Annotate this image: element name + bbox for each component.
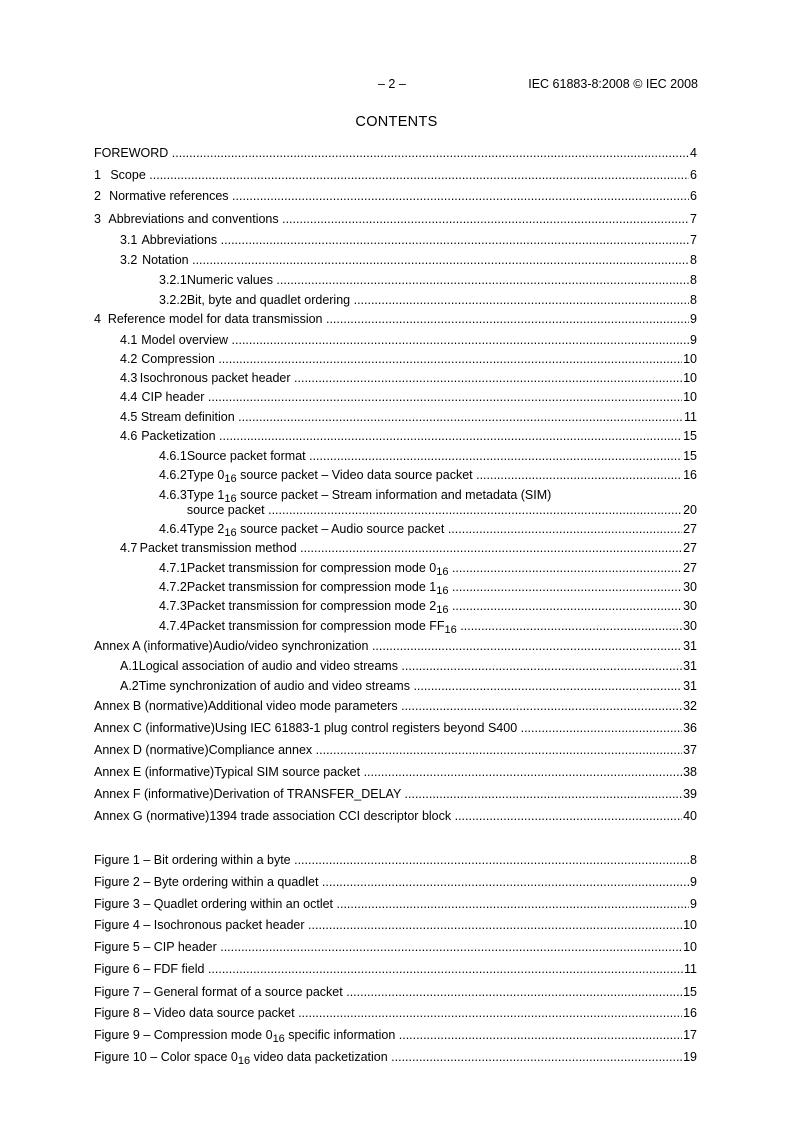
toc-entry-4-7-2[interactable]: 4.7.2 Packet transmission for compression mode $1_{16}$ ..... 30 xyxy=(159,580,697,595)
toc-entry-4-4[interactable]: 4.4 CIP header ..... 10 xyxy=(120,390,697,405)
toc-entry-4-3[interactable]: 4.3 Isochronous packet header ..... 10 xyxy=(120,371,697,386)
toc-entry-4-7-4[interactable]: 4.7.4 Packet transmission for compression mode $FF_{16}$ ..... 30 xyxy=(159,619,697,634)
figure-entry-3[interactable]: Figure 3 – Quadlet ordering within an octlet ..... 9 xyxy=(94,897,697,912)
toc-entry-3-2[interactable]: 3.2 Notation ..... 8 xyxy=(120,253,697,268)
figure-entry-8[interactable]: Figure 8 – Video data source packet ..... 16 xyxy=(94,1006,697,1021)
toc-entry-4-7[interactable]: 4.7 Packet transmission method ..... 27 xyxy=(120,541,697,556)
toc-entry-3-1[interactable]: 3.1 Abbreviations ..... 7 xyxy=(120,233,697,248)
toc-entry-4-1[interactable]: 4.1 Model overview ..... 9 xyxy=(120,333,697,348)
toc-entry-4-6-3[interactable]: 4.6.3 Type $1_{16}$ source packet – Stream information and metadata (SIM) source packet ..... 20 xyxy=(159,488,697,518)
toc-entry-2[interactable]: 2 Normative references ..... 6 xyxy=(94,189,697,204)
toc-entry-4-2[interactable]: 4.2 Compression ..... 10 xyxy=(120,352,697,367)
contents-title: CONTENTS xyxy=(355,114,438,130)
toc-entry-3-2-1[interactable]: 3.2.1 Numeric values ..... 8 xyxy=(159,273,697,288)
toc-entry-a-1[interactable]: A.1 Logical association of audio and video streams ..... 31 xyxy=(120,659,697,674)
toc-entry-4-7-3[interactable]: 4.7.3 Packet transmission for compression mode $2_{16}$ ..... 30 xyxy=(159,599,697,614)
figure-entry-10[interactable]: Figure 10 – Color space $0_{16}$ video data packetization ..... 19 xyxy=(94,1050,697,1065)
toc-entry-4-5[interactable]: 4.5 Stream definition ..... 11 xyxy=(120,410,697,425)
toc-entry-1[interactable]: 1 Scope ..... 6 xyxy=(94,168,697,183)
toc-entry-annex-f[interactable]: Annex F (informative) Derivation of TRANSFER_DELAY ..... 39 xyxy=(94,787,697,802)
page-number: – 2 – xyxy=(378,77,406,91)
figure-entry-2[interactable]: Figure 2 – Byte ordering within a quadlet ..... 9 xyxy=(94,875,697,890)
toc-entry-annex-e[interactable]: Annex E (informative) Typical SIM source packet ..... 38 xyxy=(94,765,697,780)
toc-entry-3-2-2[interactable]: 3.2.2 Bit, byte and quadlet ordering ..... 8 xyxy=(159,293,697,308)
toc-entry-4-6[interactable]: 4.6 Packetization ..... 15 xyxy=(120,429,697,444)
toc-entry-annex-g[interactable]: Annex G (normative) 1394 trade association CCI descriptor block ..... 40 xyxy=(94,809,697,824)
toc-entry-a-2[interactable]: A.2 Time synchronization of audio and video streams ..... 31 xyxy=(120,679,697,694)
toc-entry-foreword[interactable]: FOREWORD ..... 4 xyxy=(94,146,697,161)
figure-entry-9[interactable]: Figure 9 – Compression mode $0_{16}$ specific information ..... 17 xyxy=(94,1028,697,1043)
toc-entry-3[interactable]: 3 Abbreviations and conventions ..... 7 xyxy=(94,212,697,227)
toc-entry-4-6-1[interactable]: 4.6.1 Source packet format ..... 15 xyxy=(159,449,697,464)
toc-entry-annex-d[interactable]: Annex D (normative) Compliance annex ..... 37 xyxy=(94,743,697,758)
figure-entry-6[interactable]: Figure 6 – FDF field ..... 11 xyxy=(94,962,697,977)
toc-entry-4[interactable]: 4 Reference model for data transmission ..... 9 xyxy=(94,312,697,327)
toc-entry-annex-c[interactable]: Annex C (informative) Using IEC 61883-1 plug control registers beyond S400 ..... 36 xyxy=(94,721,697,736)
toc-entry-4-6-2[interactable]: 4.6.2 Type $0_{16}$ source packet – Video data source packet ..... 16 xyxy=(159,468,697,483)
figure-entry-5[interactable]: Figure 5 – CIP header ..... 10 xyxy=(94,940,697,955)
toc-entry-4-6-4[interactable]: 4.6.4 Type $2_{16}$ source packet – Audio source packet ..... 27 xyxy=(159,522,697,537)
toc-entry-annex-a[interactable]: Annex A (informative) Audio/video synchronization ..... 31 xyxy=(94,639,697,654)
toc-entry-annex-b[interactable]: Annex B (normative) Additional video mode parameters ..... 32 xyxy=(94,699,697,714)
standard-reference: IEC 61883-8:2008 © IEC 2008 xyxy=(528,77,698,91)
toc-entry-4-7-1[interactable]: 4.7.1 Packet transmission for compression mode $0_{16}$ ..... 27 xyxy=(159,561,697,576)
figure-entry-7[interactable]: Figure 7 – General format of a source packet ..... 15 xyxy=(94,985,697,1000)
figure-entry-1[interactable]: Figure 1 – Bit ordering within a byte ..... 8 xyxy=(94,853,697,868)
figure-entry-4[interactable]: Figure 4 – Isochronous packet header ..... 10 xyxy=(94,918,697,933)
